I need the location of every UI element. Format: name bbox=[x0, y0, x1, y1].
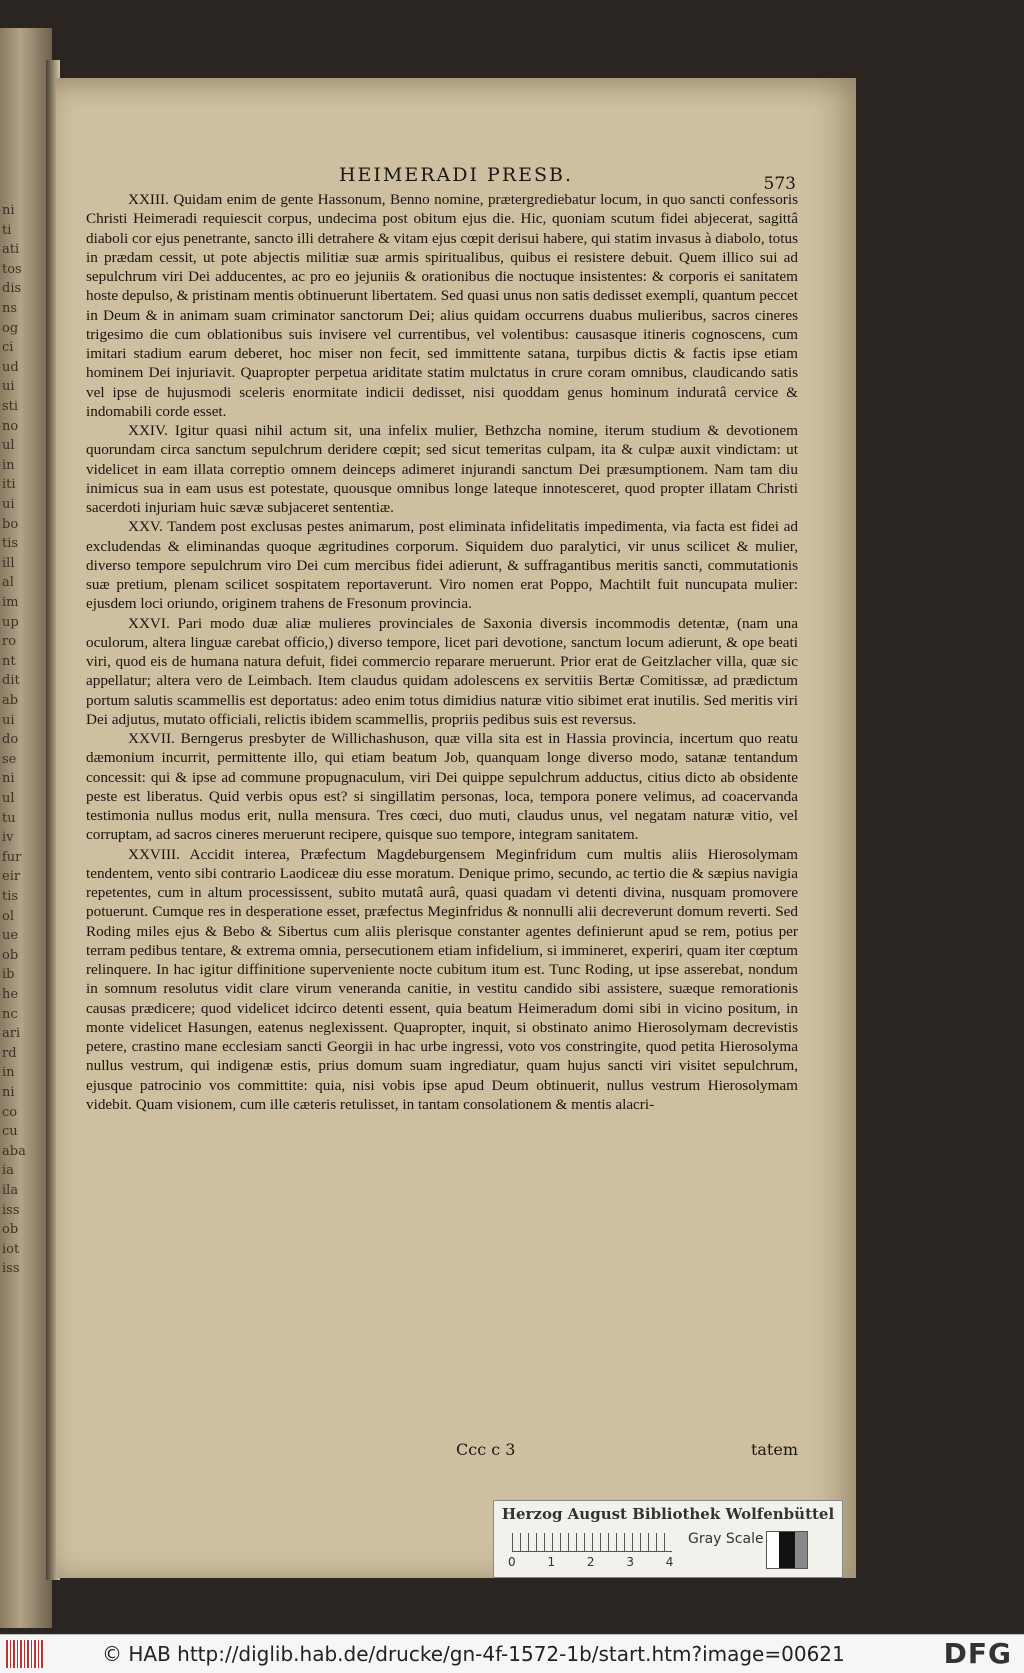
left-page-fragment: tis bbox=[2, 889, 19, 904]
left-page-fragment: ol bbox=[2, 908, 14, 924]
left-page-fragment: ni bbox=[2, 1085, 15, 1100]
library-name: Herzog August Bibliothek Wolfenbüttel bbox=[501, 1505, 835, 1523]
left-page-fragment: bo bbox=[2, 516, 19, 532]
left-page-fragment: ati bbox=[2, 242, 20, 258]
gray-scale-label: Gray Scale bbox=[688, 1531, 764, 1547]
left-page-fragment: ni bbox=[2, 203, 15, 218]
running-head: HEIMERADI PRESB. bbox=[338, 164, 574, 186]
left-page-fragment: ci bbox=[2, 340, 14, 356]
left-page-edge bbox=[0, 28, 52, 1628]
left-page-fragment: iv bbox=[2, 830, 14, 846]
left-page-fragment: rd bbox=[2, 1045, 17, 1061]
left-page-fragment: og bbox=[2, 320, 19, 336]
body-text bbox=[86, 190, 798, 1114]
left-page-fragment: in bbox=[2, 1065, 15, 1081]
left-page-fragment: ob bbox=[2, 1222, 19, 1238]
left-page-fragment: ui bbox=[2, 712, 15, 728]
source-url-link[interactable]: © HAB http://diglib.hab.de/drucke/gn-4f-1572-1b/start.htm?image=00621 bbox=[102, 1642, 845, 1666]
left-page-fragment: ni bbox=[2, 771, 15, 787]
viewer-footer bbox=[0, 1634, 1024, 1673]
paragraph-26: XXVI. Pari modo duæ aliæ mulieres provinciales de Saxonia diversis incommodis detentæ, (nam una oculorum, altera linguæ carebat officio,) diverso tempore, licet pari devotione, sanctum locum adierunt, & ope beati viri, quod eis de humana natura defuit, fidei commercio reparare meruerunt. Prior erat de Geitzlacher villa, quæ sic appellatur; altera vero de Leimbach. Item claudus quidam adolescens ex servitiis Bertæ Comitissæ, ad prædictum portum salutis scammellis est deportatus: adeo enim totus dimidius naturæ vitio sibimet erat inutilis. Sed meritis viri Dei adjutus, mutato officiali, relictis ibidem scammellis, propriis pedibus suis est reversus. bbox=[86, 614, 798, 728]
left-page-fragment: iot bbox=[2, 1241, 20, 1257]
book-page bbox=[56, 78, 856, 1578]
left-page-fragment: ia bbox=[2, 1163, 14, 1179]
left-page-fragment: he bbox=[2, 987, 19, 1002]
left-page-fragment: im bbox=[2, 595, 19, 610]
left-page-fragment: ari bbox=[2, 1026, 21, 1042]
left-page-fragment: ob bbox=[2, 947, 19, 963]
left-page-fragment: fur bbox=[2, 849, 22, 865]
left-page-fragment: iss bbox=[2, 1202, 20, 1218]
left-page-fragment: ul bbox=[2, 438, 15, 454]
ruler-ticks: 0 1 2 3 4 bbox=[508, 1555, 674, 1569]
left-page-fragment: tis bbox=[2, 536, 19, 552]
library-color-stamp bbox=[493, 1500, 843, 1578]
left-page-fragment: al bbox=[2, 575, 14, 591]
left-page-fragment: dis bbox=[2, 281, 22, 297]
left-page-fragment: ui bbox=[2, 497, 15, 512]
catchline bbox=[56, 1440, 798, 1462]
left-page-fragment: ti bbox=[2, 222, 12, 238]
left-page-fragment: sti bbox=[2, 399, 19, 414]
scale-ruler bbox=[512, 1533, 672, 1552]
left-page-fragment: cu bbox=[2, 1124, 18, 1140]
left-page-fragment: ui bbox=[2, 379, 15, 395]
left-page-fragment: in bbox=[2, 457, 15, 473]
paragraph-27: XXVII. Berngerus presbyter de Willichashuson, quæ villa sita est in Hassia provincia, incertum quo reatu dæmonium incurrit, permittente illo, qui etiam beatum Job, quanquam longe diverso modo, satanæ tentandum concessit: qui & ipse ad commune propugnaculum, viri Dei quippe sepulchrum adductus, citius dicto ab obsidente peste est liberatus. Quid verbis opus est? si singillatim personas, loca, tempora ponere velimus, ad coacervanda testimonia nullus modus erit, nulla mensura. Tres cœci, duo muti, claudus unus, vel negatam naturæ vitio, vel corruptam, ad sacros cineres meruerunt recipere, quisque suo tempore, integram sanitatem. bbox=[86, 730, 798, 844]
left-page-fragment: ab bbox=[2, 693, 19, 708]
left-page-fragment: aba bbox=[2, 1143, 26, 1159]
left-page-fragment: tos bbox=[2, 261, 22, 277]
signature-mark: Ccc c 3 bbox=[456, 1440, 516, 1459]
left-page-fragment: ro bbox=[2, 634, 17, 650]
left-page-fragment: se bbox=[2, 751, 17, 767]
catchword: tatem bbox=[750, 1440, 798, 1459]
paragraph-23: XXIII. Quidam enim de gente Hassonum, Benno nomine, prætergrediebatur locum, in quo sancti confessoris Christi Heimeradi requiescit corpus, undecima post obitum ejus die. Hic, quoniam scutum fidei abjecerat, sagittâ diaboli cor ejus penetrante, sancto illi detrahere & vitam ejus cœpit derisui habere, qui statim invasus à diabolo, totus in prædam cessit, ut pote abjectis militiæ suæ armis spiritualibus, quibus ei resistere debuit. Quem illico sui ad sepulchrum viri Dei adducentes, ac pro eo jejuniis & orationibus die noctuque insistentes: & corporis ei sanitatem hoste depulso, & pristinam mentis obtinuerunt libertatem. Sed quasi unus non satis dedisset exempli, quantum peccet in Deum & in animam suam criminator sanctorum Dei; alius quidam occurrens duabus mulieribus, sacros cineres trigesimo die cum oblationibus suis invisere vel currentibus, vel volentibus: causasque itineris cognoscens, cum imitari stadium earum deberet, hoc miser non fecit, sed immittente satana, turpibus dictis & factis ipse etiam hominem Dei injuriavit. Quapropter perpetua ariditate statim mulctatus in crure coram omnibus, claudicando satis vel ipse de hujusmodi sceleris enormitate indicii dedisset, nisi quoddam genus hominum induratâ cervice & indomabili corde esset. bbox=[86, 191, 799, 420]
paragraph-28: XXVIII. Accidit interea, Præfectum Magdeburgensem Meginfridum cum multis aliis Hierosolymam tendentem, vento sibi contrario Laodiceæ diu esse moratum. Denique primo, secundo, ac tertio die & sæpius navigia repetentes, cum in altum processissent, subito mutatâ aurâ, quasi quadam vi detenti divina, nusquam promovere potuerunt. Cumque res in desperatione esset, præfectus Meginfridus & nonnulli alii decreverunt domum reverti. Sed Roding miles ejus & Bebo & Sibertus cum aliis plerisque constanter agentes definierunt apud se rem, potius per terram pedibus tentare, & extrema omnia, persecutionem etiam infidelium, si immineret, experiri, quam iter cœptum relinquere. In hac igitur diffinitione superveniente nocte cubitum itum est. Tunc Roding, ut ipse asserebat, nondum in somnum resolutus vidit clare virum veneranda canitie, in vestitu candido sibi assistere, suæque remorationis causas prædicere; quod videlicet idcirco detenti essent, quia beatum Heimeradum domi sibi in vicino positum, in monte videlicet Hasungen, eatenus neglexissent. Quapropter, inquit, si obstinato animo Hierosolymam decrevistis petere, crastino mane ecclesiam sancti Georgii in hac urbe ingressi, voto vos constringite, quod petita Hierosolyma nullus vestrum, qui indigenæ estis, prius domum suam ingrediatur, quam hujus sancti viri visitet sepulchrum, ejusque patrocinio vos committite: quia, nisi vobis ipse apud Deum obtinuerit, nullus vestrum Hierosolymam videbit. Quam visionem, cum ille cæteris retulisset, in tantam consolationem & mentis alacri- bbox=[86, 845, 798, 1113]
gray-scale-swatch bbox=[766, 1531, 808, 1569]
left-page-fragment: up bbox=[2, 614, 19, 630]
hab-logo-icon bbox=[6, 1640, 44, 1668]
left-page-fragment: ul bbox=[2, 791, 15, 806]
paragraph-24: XXIV. Igitur quasi nihil actum sit, una infelix mulier, Bethzcha nomine, iterum studium & devotionem quorundam circa sanctum sepulchrum deridere cœpit; sed sicut temeritas culpam, ita & culpæ auxit vindictam: ut videlicet in eam illata correptio omnem deinceps adimeret injurandi sanctum Dei præsumptionem. Nam tam diu inimicus sua in eam usus est potestate, quousque omnibus longe lateque innotesceret, quod propter illatam Christi sacerdoti injuriam huic sævæ subjaceret sententiæ. bbox=[86, 422, 798, 516]
left-page-fragment: co bbox=[2, 1104, 18, 1120]
left-page-fragment: tu bbox=[2, 810, 16, 826]
left-page-fragment: ue bbox=[2, 928, 19, 944]
left-page-fragment: ud bbox=[2, 359, 19, 375]
dfg-logo: DFG bbox=[943, 1637, 1012, 1670]
page-number: 573 bbox=[763, 174, 796, 194]
left-page-fragment: iss bbox=[2, 1261, 20, 1277]
left-page-fragment: ib bbox=[2, 967, 15, 983]
left-page-fragment: no bbox=[2, 418, 19, 434]
left-page-fragment: ill bbox=[2, 555, 15, 571]
left-page-fragment: do bbox=[2, 732, 19, 748]
left-page-fragment: nc bbox=[2, 1006, 18, 1022]
left-page-fragment: ila bbox=[2, 1183, 19, 1198]
left-page-fragment: eir bbox=[2, 869, 21, 885]
paragraph-25: XXV. Tandem post exclusas pestes animarum, post eliminata infidelitatis impedimenta, via facta est fidei ad excludendas & eliminandas quoque ægritudines corporum. Siquidem duo paralytici, vir unus scilicet & mulier, diverso tempore sepulchrum viro Dei cum mercibus fidei adierunt, & suffragantibus meritis sancti, commutationis suæ pretium, plenam scilicet sospitatem reportaverunt. Viro nomen erat Poppo, Machtilt fuit nuncupata mulier: ejusdem loci oriundo, originem trahens de Fresonum provincia. bbox=[86, 518, 798, 613]
left-page-fragment: iti bbox=[2, 477, 16, 493]
left-page-fragment: nt bbox=[2, 653, 16, 669]
left-page-fragment: dit bbox=[2, 673, 20, 689]
left-page-fragment: ns bbox=[2, 301, 18, 316]
